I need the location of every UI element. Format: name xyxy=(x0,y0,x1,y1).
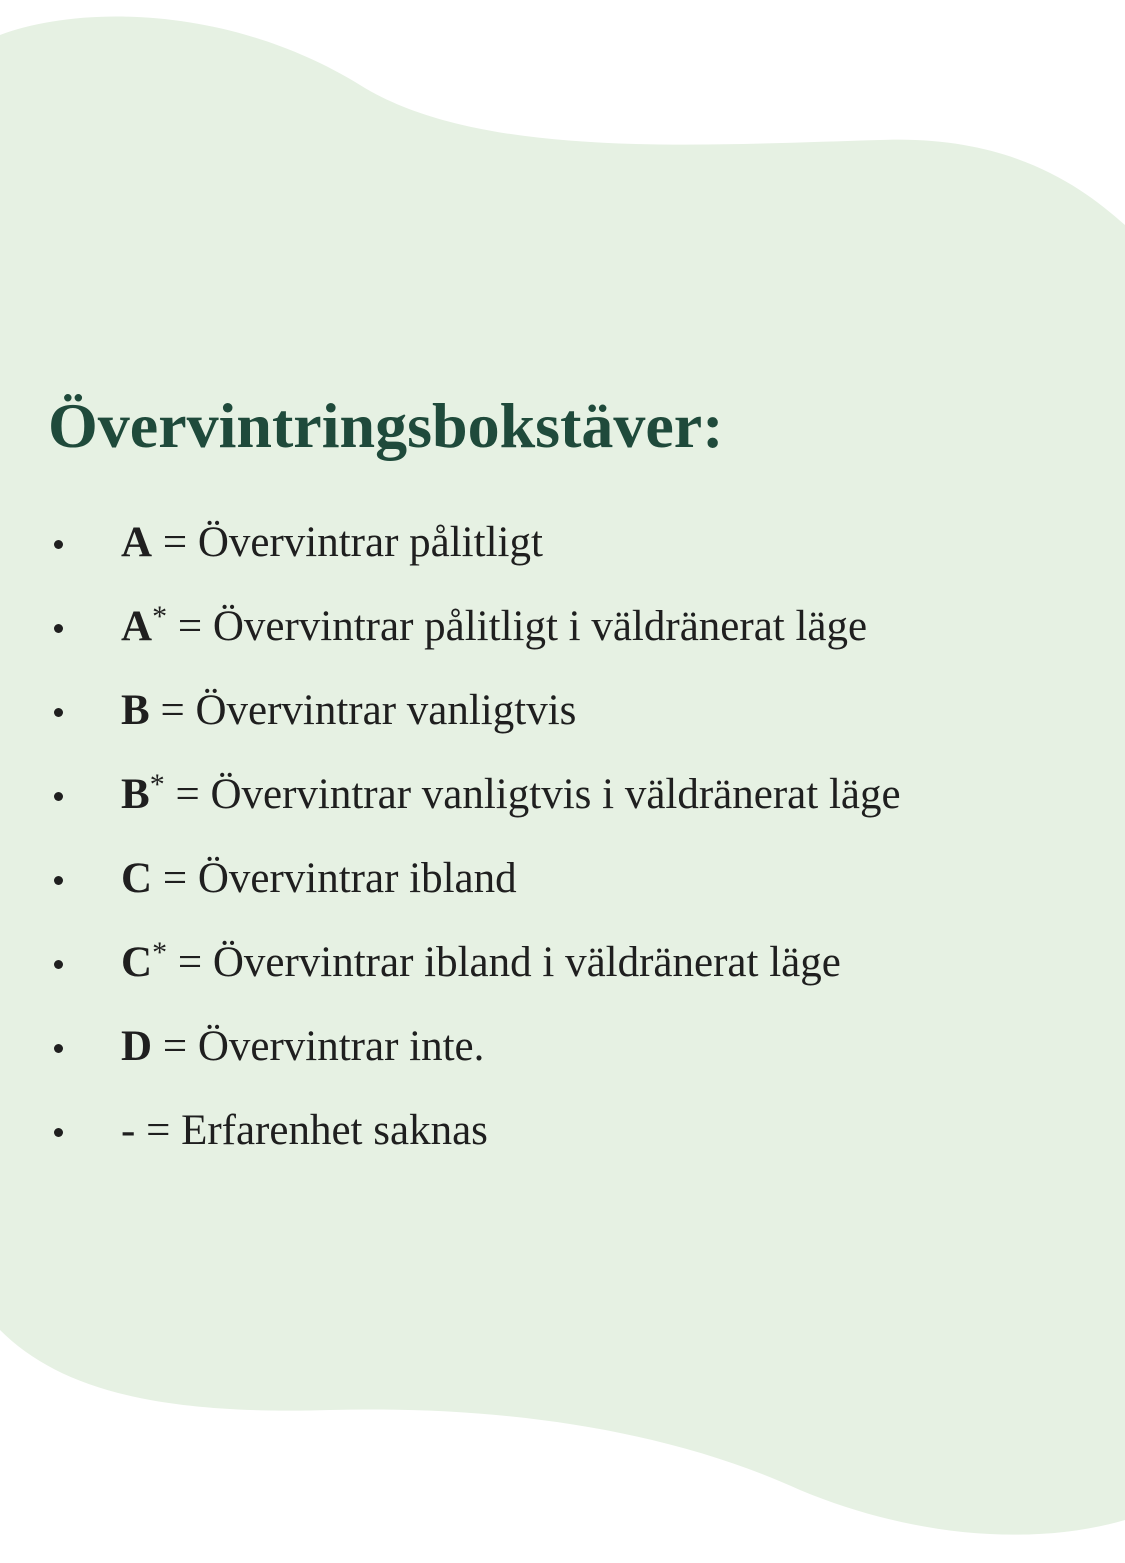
item-text xyxy=(121,767,901,819)
list-item xyxy=(48,668,1108,752)
item-code xyxy=(121,855,152,902)
item-text xyxy=(121,686,576,735)
item-description: = Övervintrar pålitligt i väldränerat läge xyxy=(167,602,868,650)
item-text xyxy=(121,1022,484,1071)
code-letter: C xyxy=(121,938,153,986)
page-title: Övervintringsbokstäver: xyxy=(48,390,724,461)
overwintering-legend xyxy=(48,380,1108,1172)
code-star: * xyxy=(152,935,168,969)
bullet-icon xyxy=(54,1044,63,1053)
bullet-icon xyxy=(54,624,63,633)
item-text xyxy=(121,518,543,567)
code-letter: D xyxy=(121,1022,153,1070)
item-text xyxy=(121,1106,488,1155)
item-code xyxy=(121,767,165,818)
bullet-icon xyxy=(54,540,63,549)
bullet-icon xyxy=(54,876,63,885)
code-letter: B xyxy=(121,770,150,818)
item-code xyxy=(121,687,150,734)
code-letter: B xyxy=(121,686,150,734)
legend-list xyxy=(48,500,1108,1172)
item-code xyxy=(121,935,168,986)
item-description: = Övervintrar ibland xyxy=(152,854,517,902)
list-item xyxy=(48,920,1108,1004)
list-item xyxy=(48,1004,1108,1088)
code-star: * xyxy=(152,599,168,633)
list-item xyxy=(48,500,1108,584)
item-text xyxy=(121,599,868,651)
item-code xyxy=(121,599,168,650)
list-item xyxy=(48,752,1108,836)
code-star: * xyxy=(149,767,165,801)
list-item xyxy=(48,1088,1108,1172)
item-text xyxy=(121,935,841,987)
item-code xyxy=(121,519,152,566)
item-description: = Övervintrar ibland i väldränerat läge xyxy=(167,938,841,986)
bullet-icon xyxy=(54,1128,63,1137)
bullet-icon xyxy=(54,792,63,801)
bullet-icon xyxy=(54,708,63,717)
list-item xyxy=(48,836,1108,920)
item-description: = Övervintrar inte. xyxy=(152,1022,485,1070)
list-item xyxy=(48,584,1108,668)
code-letter: A xyxy=(121,602,153,650)
item-code xyxy=(121,1023,152,1070)
item-description: - = Erfarenhet saknas xyxy=(121,1106,488,1154)
item-description: = Övervintrar vanligtvis xyxy=(149,686,577,734)
bullet-icon xyxy=(54,960,63,969)
item-description: = Övervintrar vanligtvis i väldränerat läge xyxy=(164,770,901,818)
item-text xyxy=(121,854,517,903)
code-letter: C xyxy=(121,854,153,902)
code-letter: A xyxy=(121,518,153,566)
item-description: = Övervintrar pålitligt xyxy=(152,518,543,566)
